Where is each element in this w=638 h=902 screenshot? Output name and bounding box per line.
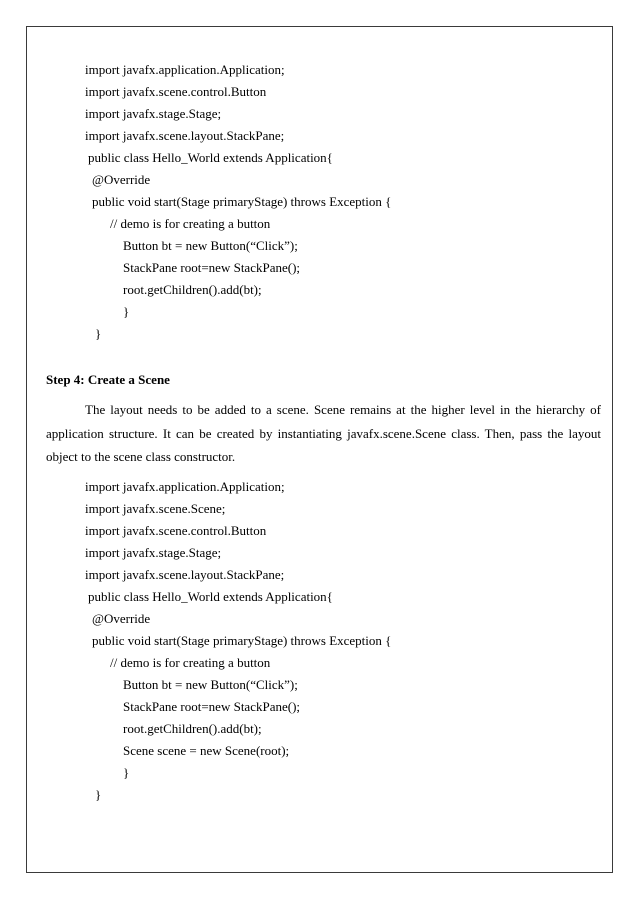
code-line: import javafx.application.Application; — [85, 479, 285, 494]
section-heading: Step 4: Create a Scene — [46, 372, 170, 387]
paragraph-line: The layout needs to be added to a scene. Scene remains at the higher level in the hierarchy of — [85, 402, 601, 417]
code-line: @Override — [92, 611, 151, 626]
code-line: import javafx.application.Application; — [85, 62, 285, 77]
code-line: public class Hello_World extends Application{ — [88, 150, 333, 165]
code-line: // demo is for creating a button — [110, 655, 271, 670]
code-line: Button bt = new Button(“Click”); — [123, 677, 298, 692]
code-line: public void start(Stage primaryStage) throws Exception { — [92, 194, 392, 209]
paragraph-line: application structure. It can be created by instantiating javafx.scene.Scene class. Then, pass the layout — [46, 426, 601, 441]
code-line: StackPane root=new StackPane(); — [123, 699, 301, 714]
code-line: } — [95, 787, 102, 802]
code-line: root.getChildren().add(bt); — [123, 721, 262, 736]
code-line: import javafx.stage.Stage; — [85, 106, 222, 121]
code-line: import javafx.scene.control.Button — [85, 523, 267, 538]
code-line: import javafx.stage.Stage; — [85, 545, 222, 560]
code-line: root.getChildren().add(bt); — [123, 282, 262, 297]
code-line: import javafx.scene.control.Button — [85, 84, 267, 99]
paragraph-line: object to the scene class constructor. — [46, 449, 236, 464]
code-line: import javafx.scene.layout.StackPane; — [85, 567, 285, 582]
code-line: } — [123, 765, 130, 780]
code-line: } — [95, 326, 102, 341]
code-line: public class Hello_World extends Application{ — [88, 589, 333, 604]
code-line: import javafx.scene.layout.StackPane; — [85, 128, 285, 143]
code-line: Button bt = new Button(“Click”); — [123, 238, 298, 253]
code-line: import javafx.scene.Scene; — [85, 501, 226, 516]
code-line: } — [123, 304, 130, 319]
code-line: @Override — [92, 172, 151, 187]
code-line: public void start(Stage primaryStage) throws Exception { — [92, 633, 392, 648]
code-line: StackPane root=new StackPane(); — [123, 260, 301, 275]
code-line: Scene scene = new Scene(root); — [123, 743, 290, 758]
code-line: // demo is for creating a button — [110, 216, 271, 231]
